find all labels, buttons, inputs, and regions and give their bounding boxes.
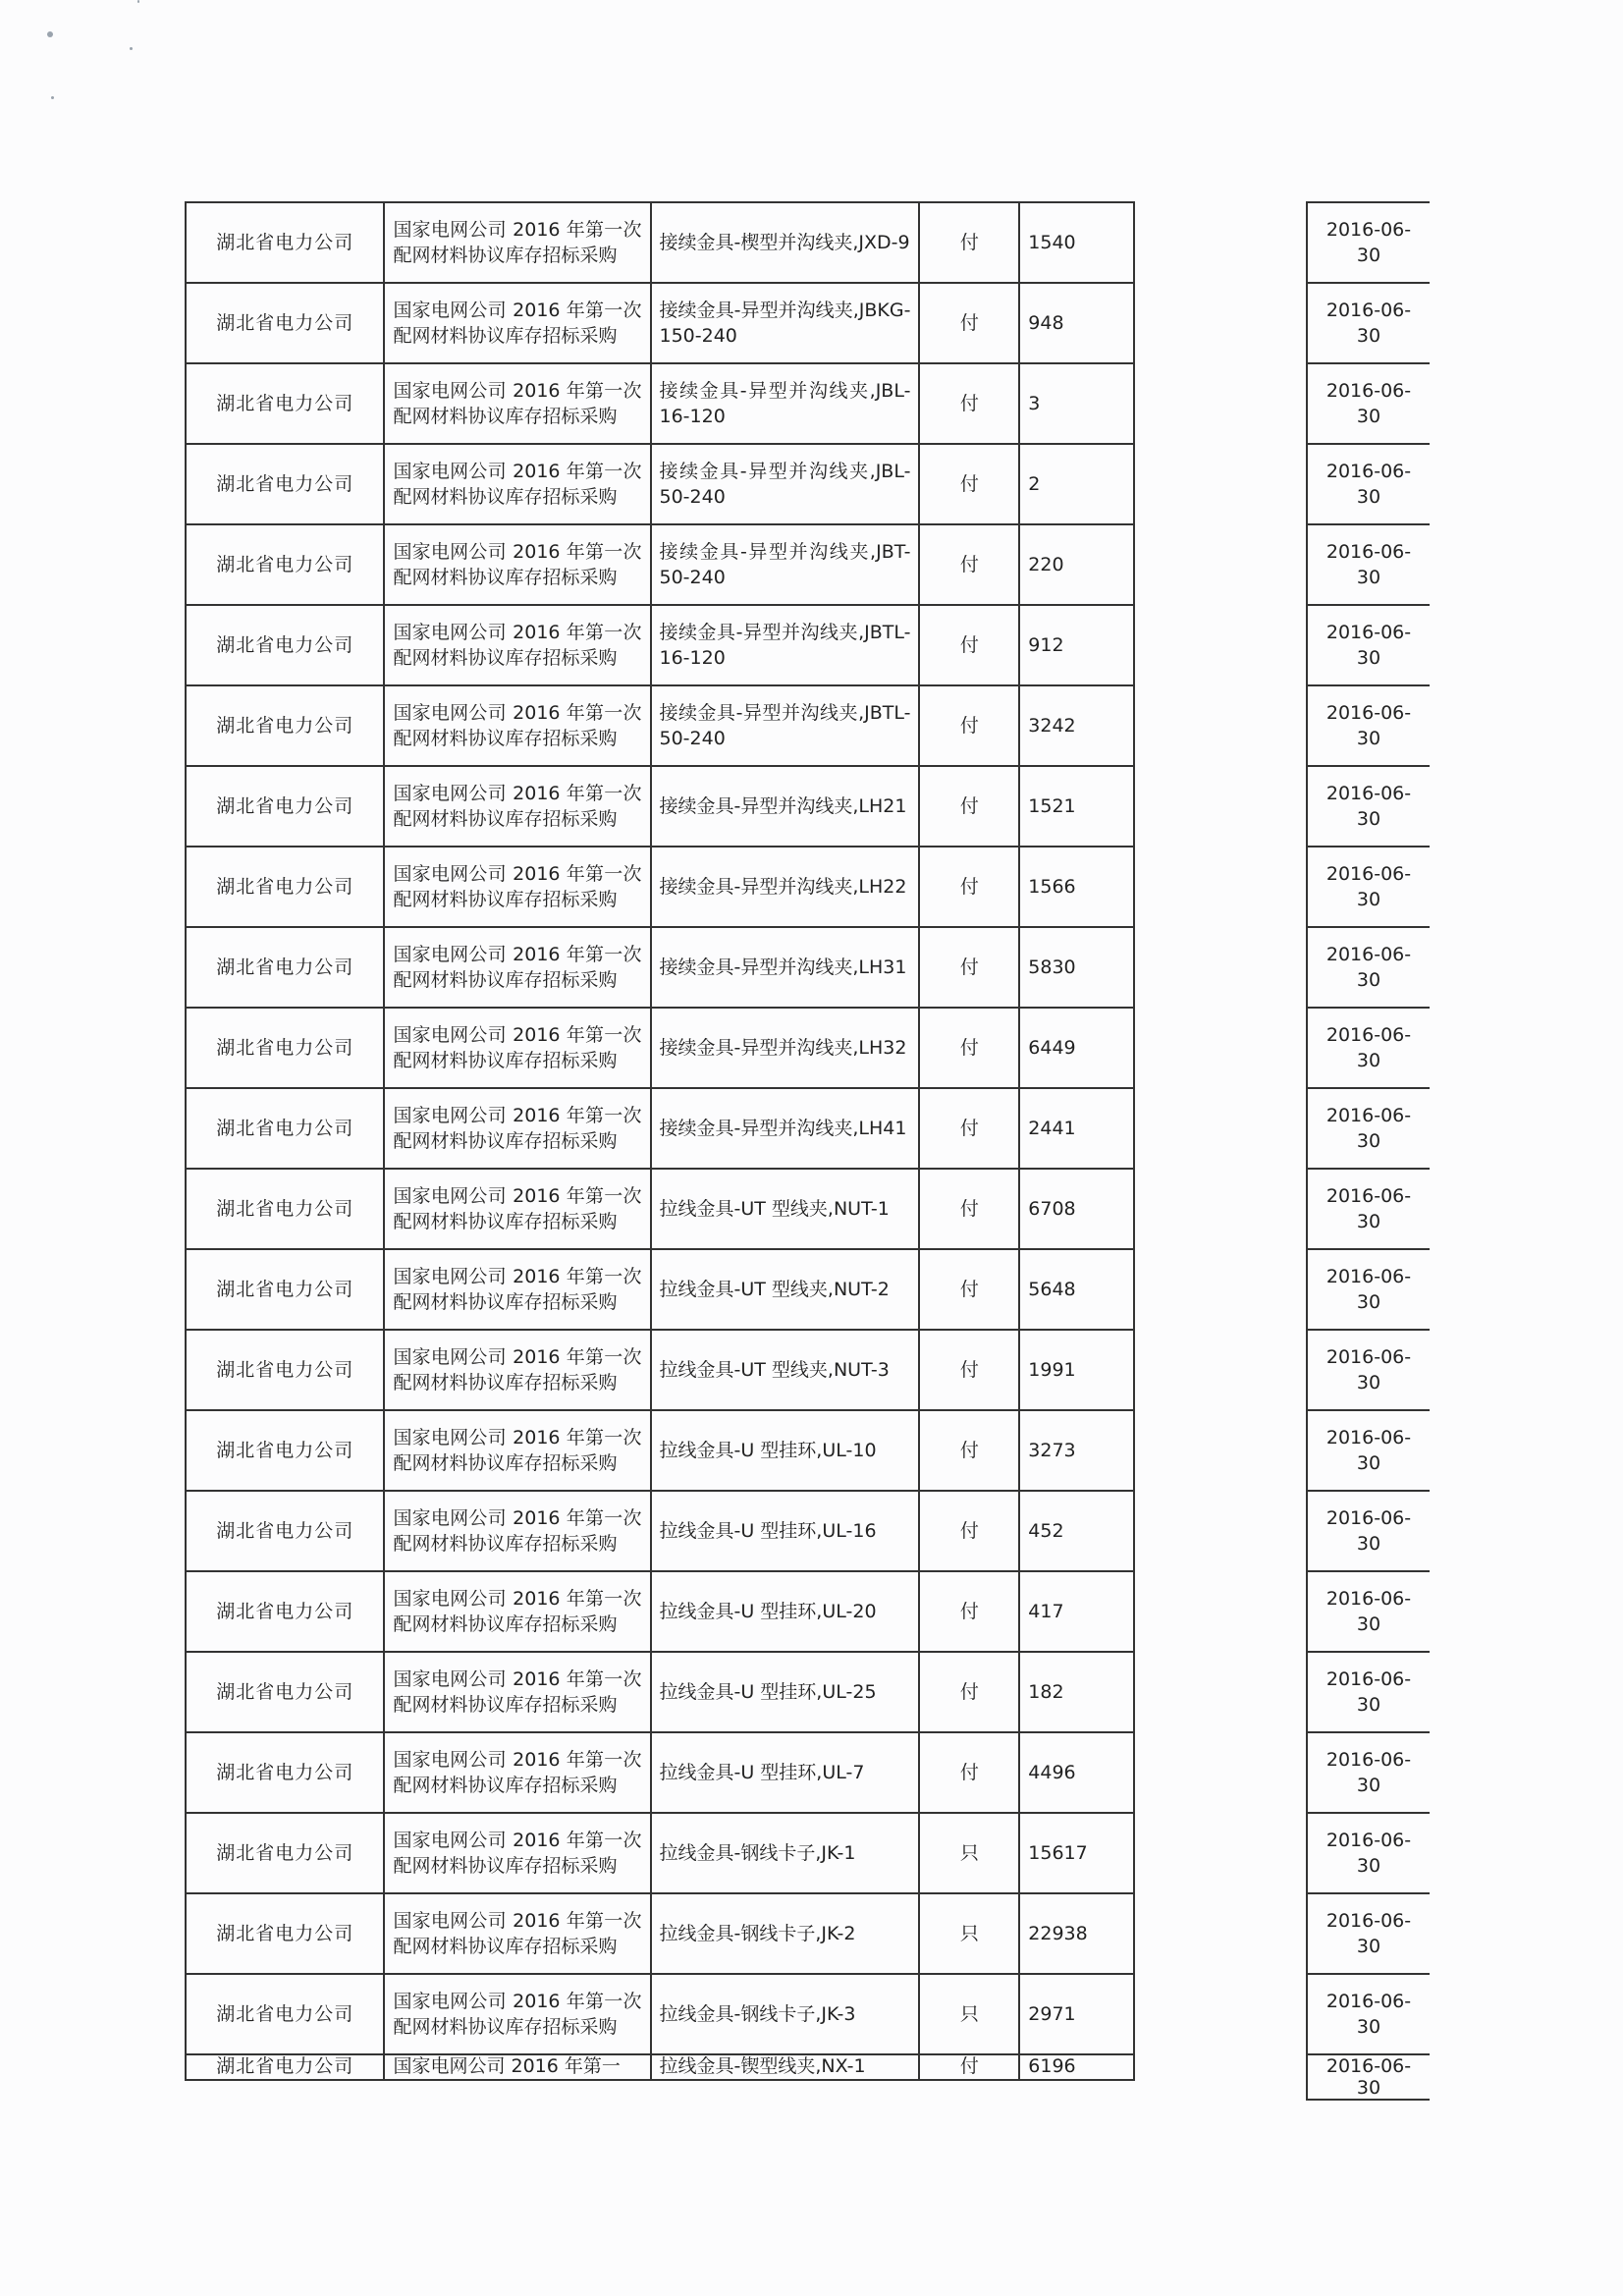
table-row xyxy=(186,1008,1134,1088)
item-cell: 拉线金具-U 型挂环,UL-20 xyxy=(651,1571,920,1652)
unit-cell: 付 xyxy=(919,2054,1019,2080)
company-cell: 湖北省电力公司 xyxy=(186,1330,384,1410)
company-cell: 湖北省电力公司 xyxy=(186,927,384,1008)
item-cell: 拉线金具-U 型挂环,UL-7 xyxy=(651,1732,920,1813)
item-cell: 接续金具-楔型并沟线夹,JXD-9 xyxy=(651,202,920,283)
item-cell: 接续金具-异型并沟线夹,JBT-50-240 xyxy=(651,524,920,605)
table-row xyxy=(1307,444,1430,524)
company-cell: 湖北省电力公司 xyxy=(186,1088,384,1169)
date-cell: 2016-06-30 xyxy=(1307,1088,1430,1169)
quantity-cell: 2441 xyxy=(1019,1088,1134,1169)
item-cell: 接续金具-异型并沟线夹,JBL-16-120 xyxy=(651,363,920,444)
quantity-cell: 912 xyxy=(1019,605,1134,685)
table-row xyxy=(186,1974,1134,2054)
project-cell: 国家电网公司 2016 年第一次配网材料协议库存招标采购 xyxy=(384,847,650,927)
project-cell: 国家电网公司 2016 年第一次配网材料协议库存招标采购 xyxy=(384,1008,650,1088)
table-row xyxy=(1307,766,1430,847)
table-row xyxy=(186,847,1134,927)
item-cell: 接续金具-异型并沟线夹,LH31 xyxy=(651,927,920,1008)
company-cell: 湖北省电力公司 xyxy=(186,1652,384,1732)
quantity-cell: 1566 xyxy=(1019,847,1134,927)
company-cell: 湖北省电力公司 xyxy=(186,202,384,283)
unit-cell: 付 xyxy=(919,1330,1019,1410)
item-cell: 接续金具-异型并沟线夹,LH21 xyxy=(651,766,920,847)
company-cell: 湖北省电力公司 xyxy=(186,1732,384,1813)
date-cell: 2016-06-30 xyxy=(1307,363,1430,444)
unit-cell: 付 xyxy=(919,605,1019,685)
project-cell: 国家电网公司 2016 年第一 xyxy=(384,2054,650,2080)
table-row xyxy=(186,363,1134,444)
quantity-cell: 220 xyxy=(1019,524,1134,605)
unit-cell: 只 xyxy=(919,1893,1019,1974)
unit-cell: 付 xyxy=(919,685,1019,766)
date-cell: 2016-06-30 xyxy=(1307,444,1430,524)
item-cell: 接续金具-异型并沟线夹,LH22 xyxy=(651,847,920,927)
table-row xyxy=(1307,1571,1430,1652)
unit-cell: 付 xyxy=(919,847,1019,927)
unit-cell: 付 xyxy=(919,363,1019,444)
project-cell: 国家电网公司 2016 年第一次配网材料协议库存招标采购 xyxy=(384,927,650,1008)
project-cell: 国家电网公司 2016 年第一次配网材料协议库存招标采购 xyxy=(384,1088,650,1169)
quantity-cell: 948 xyxy=(1019,283,1134,363)
company-cell: 湖北省电力公司 xyxy=(186,283,384,363)
item-cell: 拉线金具-钢线卡子,JK-3 xyxy=(651,1974,920,2054)
date-cell: 2016-06-30 xyxy=(1307,202,1430,283)
date-cell: 2016-06-30 xyxy=(1307,2054,1430,2100)
item-cell: 接续金具-异型并沟线夹,LH32 xyxy=(651,1008,920,1088)
quantity-cell: 452 xyxy=(1019,1491,1134,1571)
company-cell: 湖北省电力公司 xyxy=(186,1893,384,1974)
quantity-cell: 182 xyxy=(1019,1652,1134,1732)
table-row xyxy=(1307,1893,1430,1974)
table-row xyxy=(1307,1410,1430,1491)
table-row xyxy=(186,1813,1134,1893)
date-cell: 2016-06-30 xyxy=(1307,605,1430,685)
item-cell: 拉线金具-U 型挂环,UL-10 xyxy=(651,1410,920,1491)
quantity-cell: 3 xyxy=(1019,363,1134,444)
item-cell: 接续金具-异型并沟线夹,LH41 xyxy=(651,1088,920,1169)
date-cell: 2016-06-30 xyxy=(1307,1732,1430,1813)
project-cell: 国家电网公司 2016 年第一次配网材料协议库存招标采购 xyxy=(384,1732,650,1813)
project-cell: 国家电网公司 2016 年第一次配网材料协议库存招标采购 xyxy=(384,1893,650,1974)
quantity-cell: 1540 xyxy=(1019,202,1134,283)
item-cell: 拉线金具-钢线卡子,JK-1 xyxy=(651,1813,920,1893)
company-cell: 湖北省电力公司 xyxy=(186,363,384,444)
unit-cell: 付 xyxy=(919,202,1019,283)
unit-cell: 付 xyxy=(919,1088,1019,1169)
company-cell: 湖北省电力公司 xyxy=(186,1813,384,1893)
item-cell: 拉线金具-UT 型线夹,NUT-2 xyxy=(651,1249,920,1330)
date-cell: 2016-06-30 xyxy=(1307,1491,1430,1571)
company-cell: 湖北省电力公司 xyxy=(186,2054,384,2080)
company-cell: 湖北省电力公司 xyxy=(186,685,384,766)
project-cell: 国家电网公司 2016 年第一次配网材料协议库存招标采购 xyxy=(384,363,650,444)
quantity-cell: 3242 xyxy=(1019,685,1134,766)
table-row xyxy=(186,1169,1134,1249)
procurement-table-main xyxy=(185,201,1135,2081)
quantity-cell: 1521 xyxy=(1019,766,1134,847)
project-cell: 国家电网公司 2016 年第一次配网材料协议库存招标采购 xyxy=(384,1249,650,1330)
project-cell: 国家电网公司 2016 年第一次配网材料协议库存招标采购 xyxy=(384,1491,650,1571)
company-cell: 湖北省电力公司 xyxy=(186,605,384,685)
table-row xyxy=(186,766,1134,847)
date-cell: 2016-06-30 xyxy=(1307,685,1430,766)
quantity-cell: 2971 xyxy=(1019,1974,1134,2054)
quantity-cell: 15617 xyxy=(1019,1813,1134,1893)
unit-cell: 付 xyxy=(919,444,1019,524)
table-row xyxy=(186,1249,1134,1330)
table-row xyxy=(1307,363,1430,444)
company-cell: 湖北省电力公司 xyxy=(186,444,384,524)
project-cell: 国家电网公司 2016 年第一次配网材料协议库存招标采购 xyxy=(384,1571,650,1652)
table-row xyxy=(1307,1088,1430,1169)
project-cell: 国家电网公司 2016 年第一次配网材料协议库存招标采购 xyxy=(384,1813,650,1893)
company-cell: 湖北省电力公司 xyxy=(186,1491,384,1571)
project-cell: 国家电网公司 2016 年第一次配网材料协议库存招标采购 xyxy=(384,202,650,283)
item-cell: 拉线金具-钢线卡子,JK-2 xyxy=(651,1893,920,1974)
table-row xyxy=(1307,1652,1430,1732)
date-cell: 2016-06-30 xyxy=(1307,1330,1430,1410)
company-cell: 湖北省电力公司 xyxy=(186,1410,384,1491)
quantity-cell: 5830 xyxy=(1019,927,1134,1008)
company-cell: 湖北省电力公司 xyxy=(186,847,384,927)
unit-cell: 付 xyxy=(919,1008,1019,1088)
table-row xyxy=(186,1330,1134,1410)
table-row xyxy=(186,927,1134,1008)
table-row xyxy=(1307,524,1430,605)
table-row xyxy=(186,2054,1134,2080)
project-cell: 国家电网公司 2016 年第一次配网材料协议库存招标采购 xyxy=(384,1169,650,1249)
item-cell: 拉线金具-UT 型线夹,NUT-1 xyxy=(651,1169,920,1249)
table-row xyxy=(1307,1249,1430,1330)
table-row xyxy=(186,1088,1134,1169)
project-cell: 国家电网公司 2016 年第一次配网材料协议库存招标采购 xyxy=(384,605,650,685)
date-cell: 2016-06-30 xyxy=(1307,1169,1430,1249)
table-row xyxy=(1307,2054,1430,2100)
item-cell: 接续金具-异型并沟线夹,JBTL-50-240 xyxy=(651,685,920,766)
unit-cell: 付 xyxy=(919,1732,1019,1813)
date-cell: 2016-06-30 xyxy=(1307,524,1430,605)
table-row xyxy=(186,605,1134,685)
unit-cell: 付 xyxy=(919,1571,1019,1652)
table-row xyxy=(1307,685,1430,766)
table-row xyxy=(1307,1491,1430,1571)
quantity-cell: 22938 xyxy=(1019,1893,1134,1974)
quantity-cell: 4496 xyxy=(1019,1732,1134,1813)
unit-cell: 付 xyxy=(919,283,1019,363)
item-cell: 接续金具-异型并沟线夹,JBL-50-240 xyxy=(651,444,920,524)
project-cell: 国家电网公司 2016 年第一次配网材料协议库存招标采购 xyxy=(384,1410,650,1491)
company-cell: 湖北省电力公司 xyxy=(186,1249,384,1330)
project-cell: 国家电网公司 2016 年第一次配网材料协议库存招标采购 xyxy=(384,283,650,363)
table-row xyxy=(186,1893,1134,1974)
table-row xyxy=(1307,847,1430,927)
quantity-cell: 417 xyxy=(1019,1571,1134,1652)
unit-cell: 付 xyxy=(919,1249,1019,1330)
project-cell: 国家电网公司 2016 年第一次配网材料协议库存招标采购 xyxy=(384,685,650,766)
quantity-cell: 6708 xyxy=(1019,1169,1134,1249)
unit-cell: 付 xyxy=(919,1491,1019,1571)
table-row xyxy=(1307,927,1430,1008)
table-row xyxy=(1307,1330,1430,1410)
unit-cell: 付 xyxy=(919,1169,1019,1249)
date-cell: 2016-06-30 xyxy=(1307,1893,1430,1974)
item-cell: 接续金具-异型并沟线夹,JBKG-150-240 xyxy=(651,283,920,363)
date-cell: 2016-06-30 xyxy=(1307,766,1430,847)
date-cell: 2016-06-30 xyxy=(1307,847,1430,927)
company-cell: 湖北省电力公司 xyxy=(186,1169,384,1249)
project-cell: 国家电网公司 2016 年第一次配网材料协议库存招标采购 xyxy=(384,1330,650,1410)
company-cell: 湖北省电力公司 xyxy=(186,1974,384,2054)
table-right-group xyxy=(1306,201,1430,2101)
procurement-table-date-column xyxy=(1306,201,1430,2101)
company-cell: 湖北省电力公司 xyxy=(186,524,384,605)
table-row xyxy=(1307,1974,1430,2054)
date-cell: 2016-06-30 xyxy=(1307,1571,1430,1652)
project-cell: 国家电网公司 2016 年第一次配网材料协议库存招标采购 xyxy=(384,444,650,524)
table-row xyxy=(186,1571,1134,1652)
table-row xyxy=(1307,1732,1430,1813)
date-cell: 2016-06-30 xyxy=(1307,283,1430,363)
quantity-cell: 6449 xyxy=(1019,1008,1134,1088)
unit-cell: 只 xyxy=(919,1974,1019,2054)
date-cell: 2016-06-30 xyxy=(1307,1249,1430,1330)
table-row xyxy=(1307,1008,1430,1088)
unit-cell: 付 xyxy=(919,927,1019,1008)
company-cell: 湖北省电力公司 xyxy=(186,1008,384,1088)
table-row xyxy=(186,685,1134,766)
table-row xyxy=(1307,283,1430,363)
table-row xyxy=(1307,605,1430,685)
item-cell: 接续金具-异型并沟线夹,JBTL-16-120 xyxy=(651,605,920,685)
table-row xyxy=(1307,1813,1430,1893)
table-row xyxy=(186,1732,1134,1813)
quantity-cell: 2 xyxy=(1019,444,1134,524)
table-row xyxy=(186,1652,1134,1732)
company-cell: 湖北省电力公司 xyxy=(186,1571,384,1652)
date-cell: 2016-06-30 xyxy=(1307,1008,1430,1088)
company-cell: 湖北省电力公司 xyxy=(186,766,384,847)
date-cell: 2016-06-30 xyxy=(1307,1652,1430,1732)
table-row xyxy=(186,524,1134,605)
item-cell: 拉线金具-UT 型线夹,NUT-3 xyxy=(651,1330,920,1410)
table-row xyxy=(186,1491,1134,1571)
quantity-cell: 5648 xyxy=(1019,1249,1134,1330)
date-cell: 2016-06-30 xyxy=(1307,1813,1430,1893)
date-cell: 2016-06-30 xyxy=(1307,1410,1430,1491)
unit-cell: 付 xyxy=(919,1410,1019,1491)
table-row xyxy=(186,444,1134,524)
quantity-cell: 1991 xyxy=(1019,1330,1134,1410)
project-cell: 国家电网公司 2016 年第一次配网材料协议库存招标采购 xyxy=(384,766,650,847)
table-row xyxy=(1307,202,1430,283)
unit-cell: 付 xyxy=(919,1652,1019,1732)
table-row xyxy=(186,1410,1134,1491)
project-cell: 国家电网公司 2016 年第一次配网材料协议库存招标采购 xyxy=(384,1652,650,1732)
project-cell: 国家电网公司 2016 年第一次配网材料协议库存招标采购 xyxy=(384,1974,650,2054)
table-row xyxy=(186,202,1134,283)
quantity-cell: 3273 xyxy=(1019,1410,1134,1491)
item-cell: 拉线金具-U 型挂环,UL-16 xyxy=(651,1491,920,1571)
unit-cell: 只 xyxy=(919,1813,1019,1893)
unit-cell: 付 xyxy=(919,766,1019,847)
quantity-cell: 6196 xyxy=(1019,2054,1134,2080)
date-cell: 2016-06-30 xyxy=(1307,1974,1430,2054)
date-cell: 2016-06-30 xyxy=(1307,927,1430,1008)
unit-cell: 付 xyxy=(919,524,1019,605)
table-row xyxy=(186,283,1134,363)
table-row xyxy=(1307,1169,1430,1249)
item-cell: 拉线金具-U 型挂环,UL-25 xyxy=(651,1652,920,1732)
table-left-group xyxy=(185,201,1135,2081)
project-cell: 国家电网公司 2016 年第一次配网材料协议库存招标采购 xyxy=(384,524,650,605)
item-cell: 拉线金具-锲型线夹,NX-1 xyxy=(651,2054,920,2080)
